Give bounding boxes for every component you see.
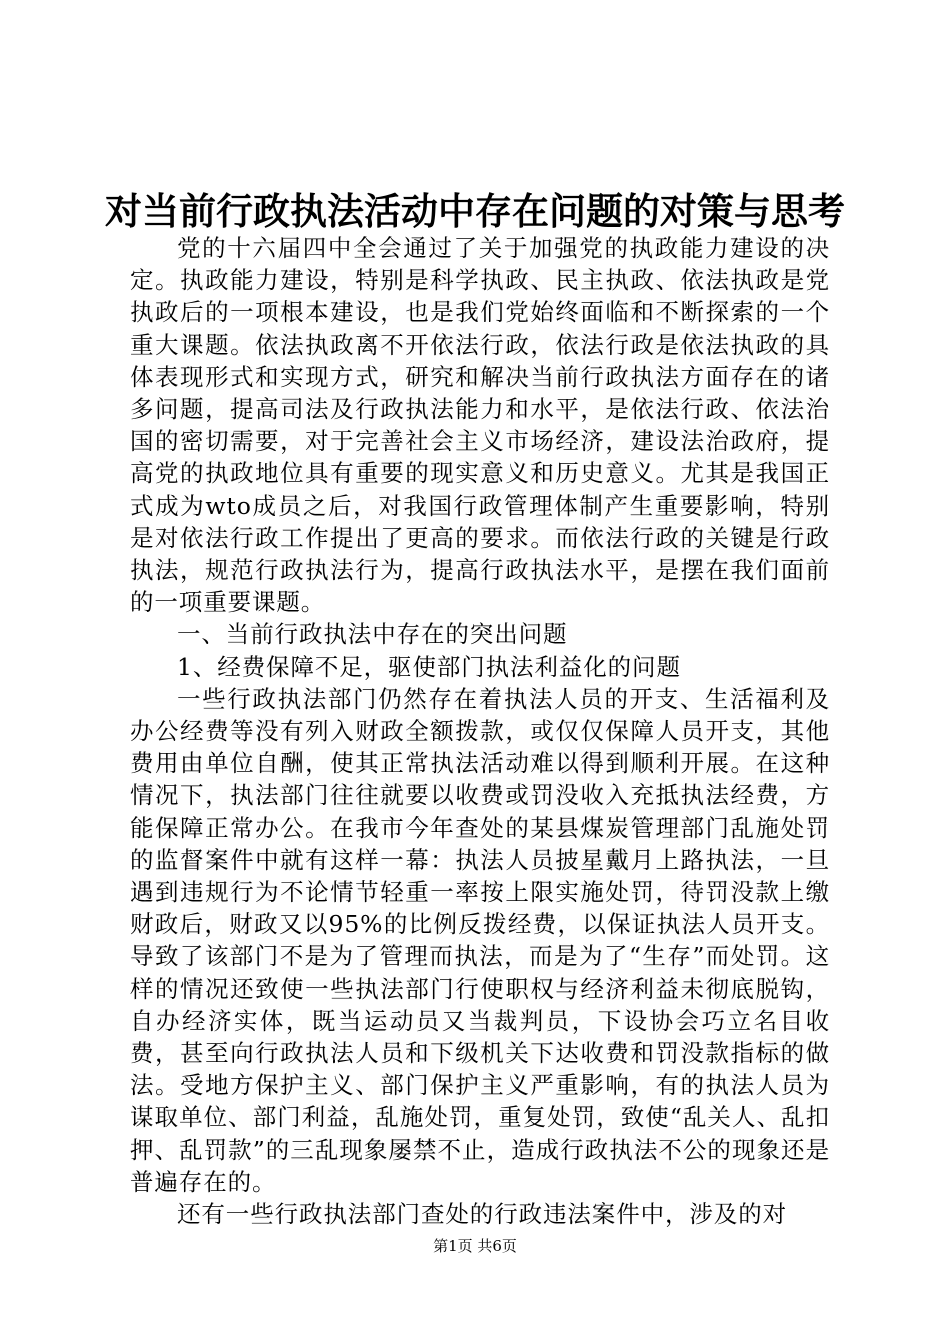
page-number-footer: 第1页 共6页 [433, 1237, 517, 1255]
document-title: 对当前行政执法活动中存在问题的对策与思考 [105, 189, 845, 233]
subsection-heading: 1、经费保障不足，驱使部门执法利益化的问题 [177, 652, 681, 681]
paragraph-continued: 还有一些行政执法部门查处的行政违法案件中，涉及的对 [177, 1200, 787, 1229]
document-body [130, 232, 830, 1230]
section-heading: 一、当前行政执法中存在的突出问题 [177, 620, 568, 649]
paragraph-body: 一些行政执法部门仍然存在着执法人员的开支、生活福利及办公经费等没有列入财政全额拨款，或仅仅保障人员开支，其他费用由单位自酬，使其正常执法活动难以得到顺利开展。在这种情况下，执法部门往往就要以收费或罚没收入充抵执法经费，方能保障正常办公。在我市今年查处的某县煤炭管理部门乱施处罚的监督案件中就有这样一幕：执法人员披星戴月上路执法，一旦遇到违规行为不论情节轻重一率按上限实施处罚，待罚没款上缴财政后，财政又以95%的比例反拨经费，以保证执法人员开支。导致了该部门不是为了管理而执法，而是为了“生存”而处罚。这样的情况还致使一些执法部门行使职权与经济利益未彻底脱钩，自办经济实体，既当运动员又当裁判员，下设协会巧立名目收费，甚至向行政执法人员和下级机关下达收费和罚没款指标的做法。受地方保护主义、部门保护主义严重影响，有的执法人员为谋取单位、部门利益，乱施处罚，重复处罚，致使“乱关人、乱扣押、乱罚款”的三乱现象屡禁不止，造成行政执法不公的现象还是普遍存在的。 [130, 684, 830, 1196]
paragraph-intro: 党的十六届四中全会通过了关于加强党的执政能力建设的决定。执政能力建设，特别是科学执政、民主执政、依法执政是党执政后的一项根本建设，也是我们党始终面临和不断探索的一个重大课题。依法执政离不开依法行政，依法行政是依法执政的具体表现形式和实现方式，研究和解决当前行政执法方面存在的诸多问题，提高司法及行政执法能力和水平，是依法行政、依法治国的密切需要，对于完善社会主义市场经济，建设法治政府，提高党的执政地位具有重要的现实意义和历史意义。尤其是我国正式成为wto成员之后，对我国行政管理体制产生重要影响，特别是对依法行政工作提出了更高的要求。而依法行政的关键是行政执法，规范行政执法行为，提高行政执法水平，是摆在我们面前的一项重要课题。 [130, 234, 830, 617]
